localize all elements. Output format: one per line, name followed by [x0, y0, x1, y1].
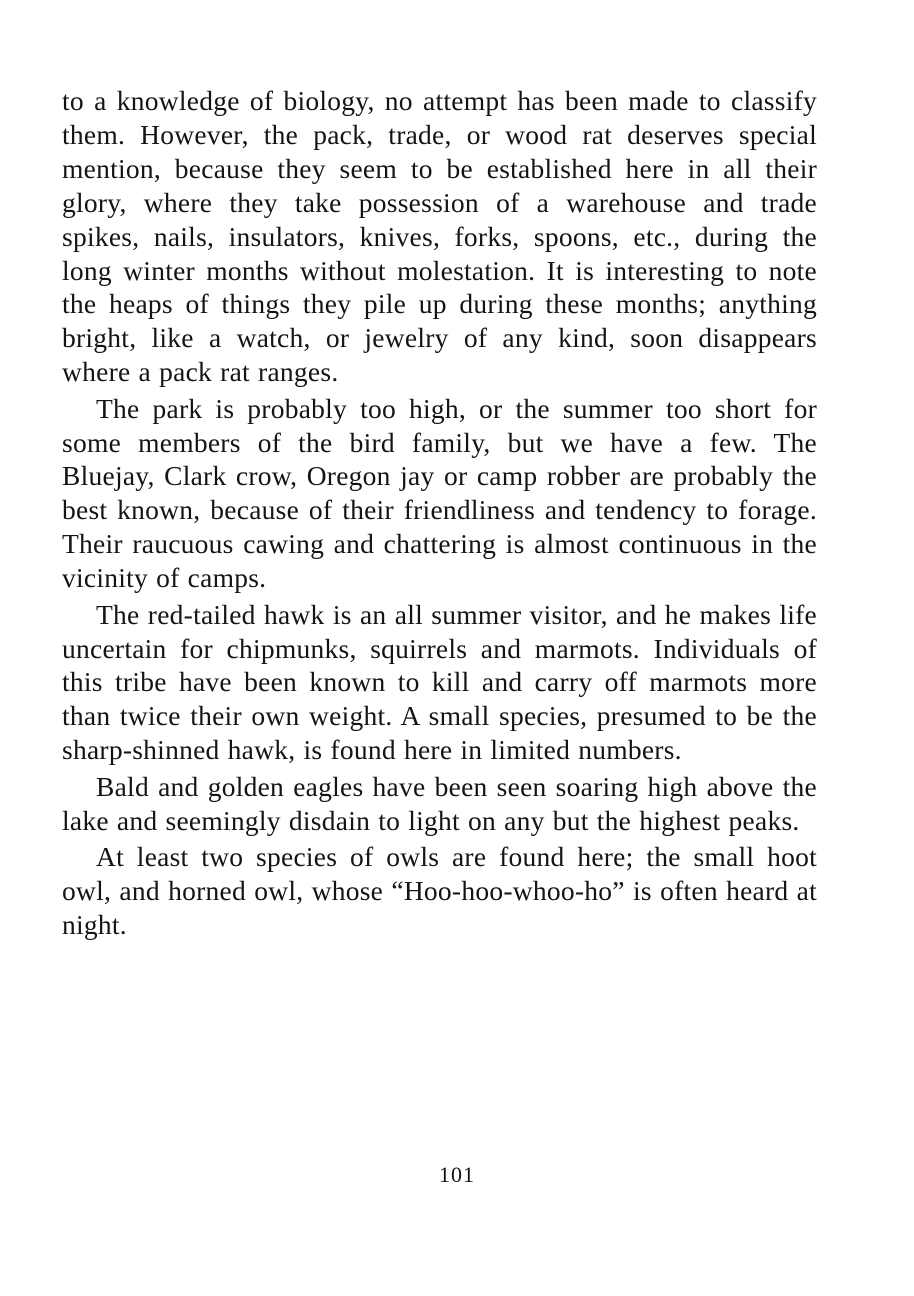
paragraph-hawks: The red-tailed hawk is an all summer visitor, and he makes life uncertain for chipmunks, squirrels and marmots. Individuals of this tribe have been known to kill and carry off marmots more than twice their own weight. A small species, presumed to be the sharp-shinned hawk, is found here in limited numbers.	[62, 598, 817, 766]
paragraph-pack-rat: to a knowledge of biology, no attempt has been made to classify them. However, the pack, trade, or wood rat deserves special mention, because they seem to be established here in all their glory, where they take possession of a warehouse and trade spikes, nails, insulators, knives, forks, spoons, etc., during the long winter months without molestation. It is interesting to note the heaps of things they pile up during these months; anything bright, like a watch, or jewelry of any kind, soon disappears where a pack rat ranges.	[62, 85, 817, 388]
body-text	[62, 84, 817, 944]
page-number: 101	[439, 1162, 475, 1187]
paragraph-birds: The park is probably too high, or the summer too short for some members of the bird family, but we have a few. The Bluejay, Clark crow, Oregon jay or camp robber are probably the best known, because of their friendliness and tendency to forage. Their raucuous cawing and chattering is almost continuous in the vicinity of camps.	[62, 392, 817, 594]
paragraph-owls: At least two species of owls are found here; the small hoot owl, and horned owl, whose “Hoo-hoo-whoo-ho” is often heard at night.	[62, 840, 817, 940]
paragraph-eagles: Bald and golden eagles have been seen soaring high above the lake and seemingly disdain to light on any but the highest peaks.	[62, 770, 817, 836]
